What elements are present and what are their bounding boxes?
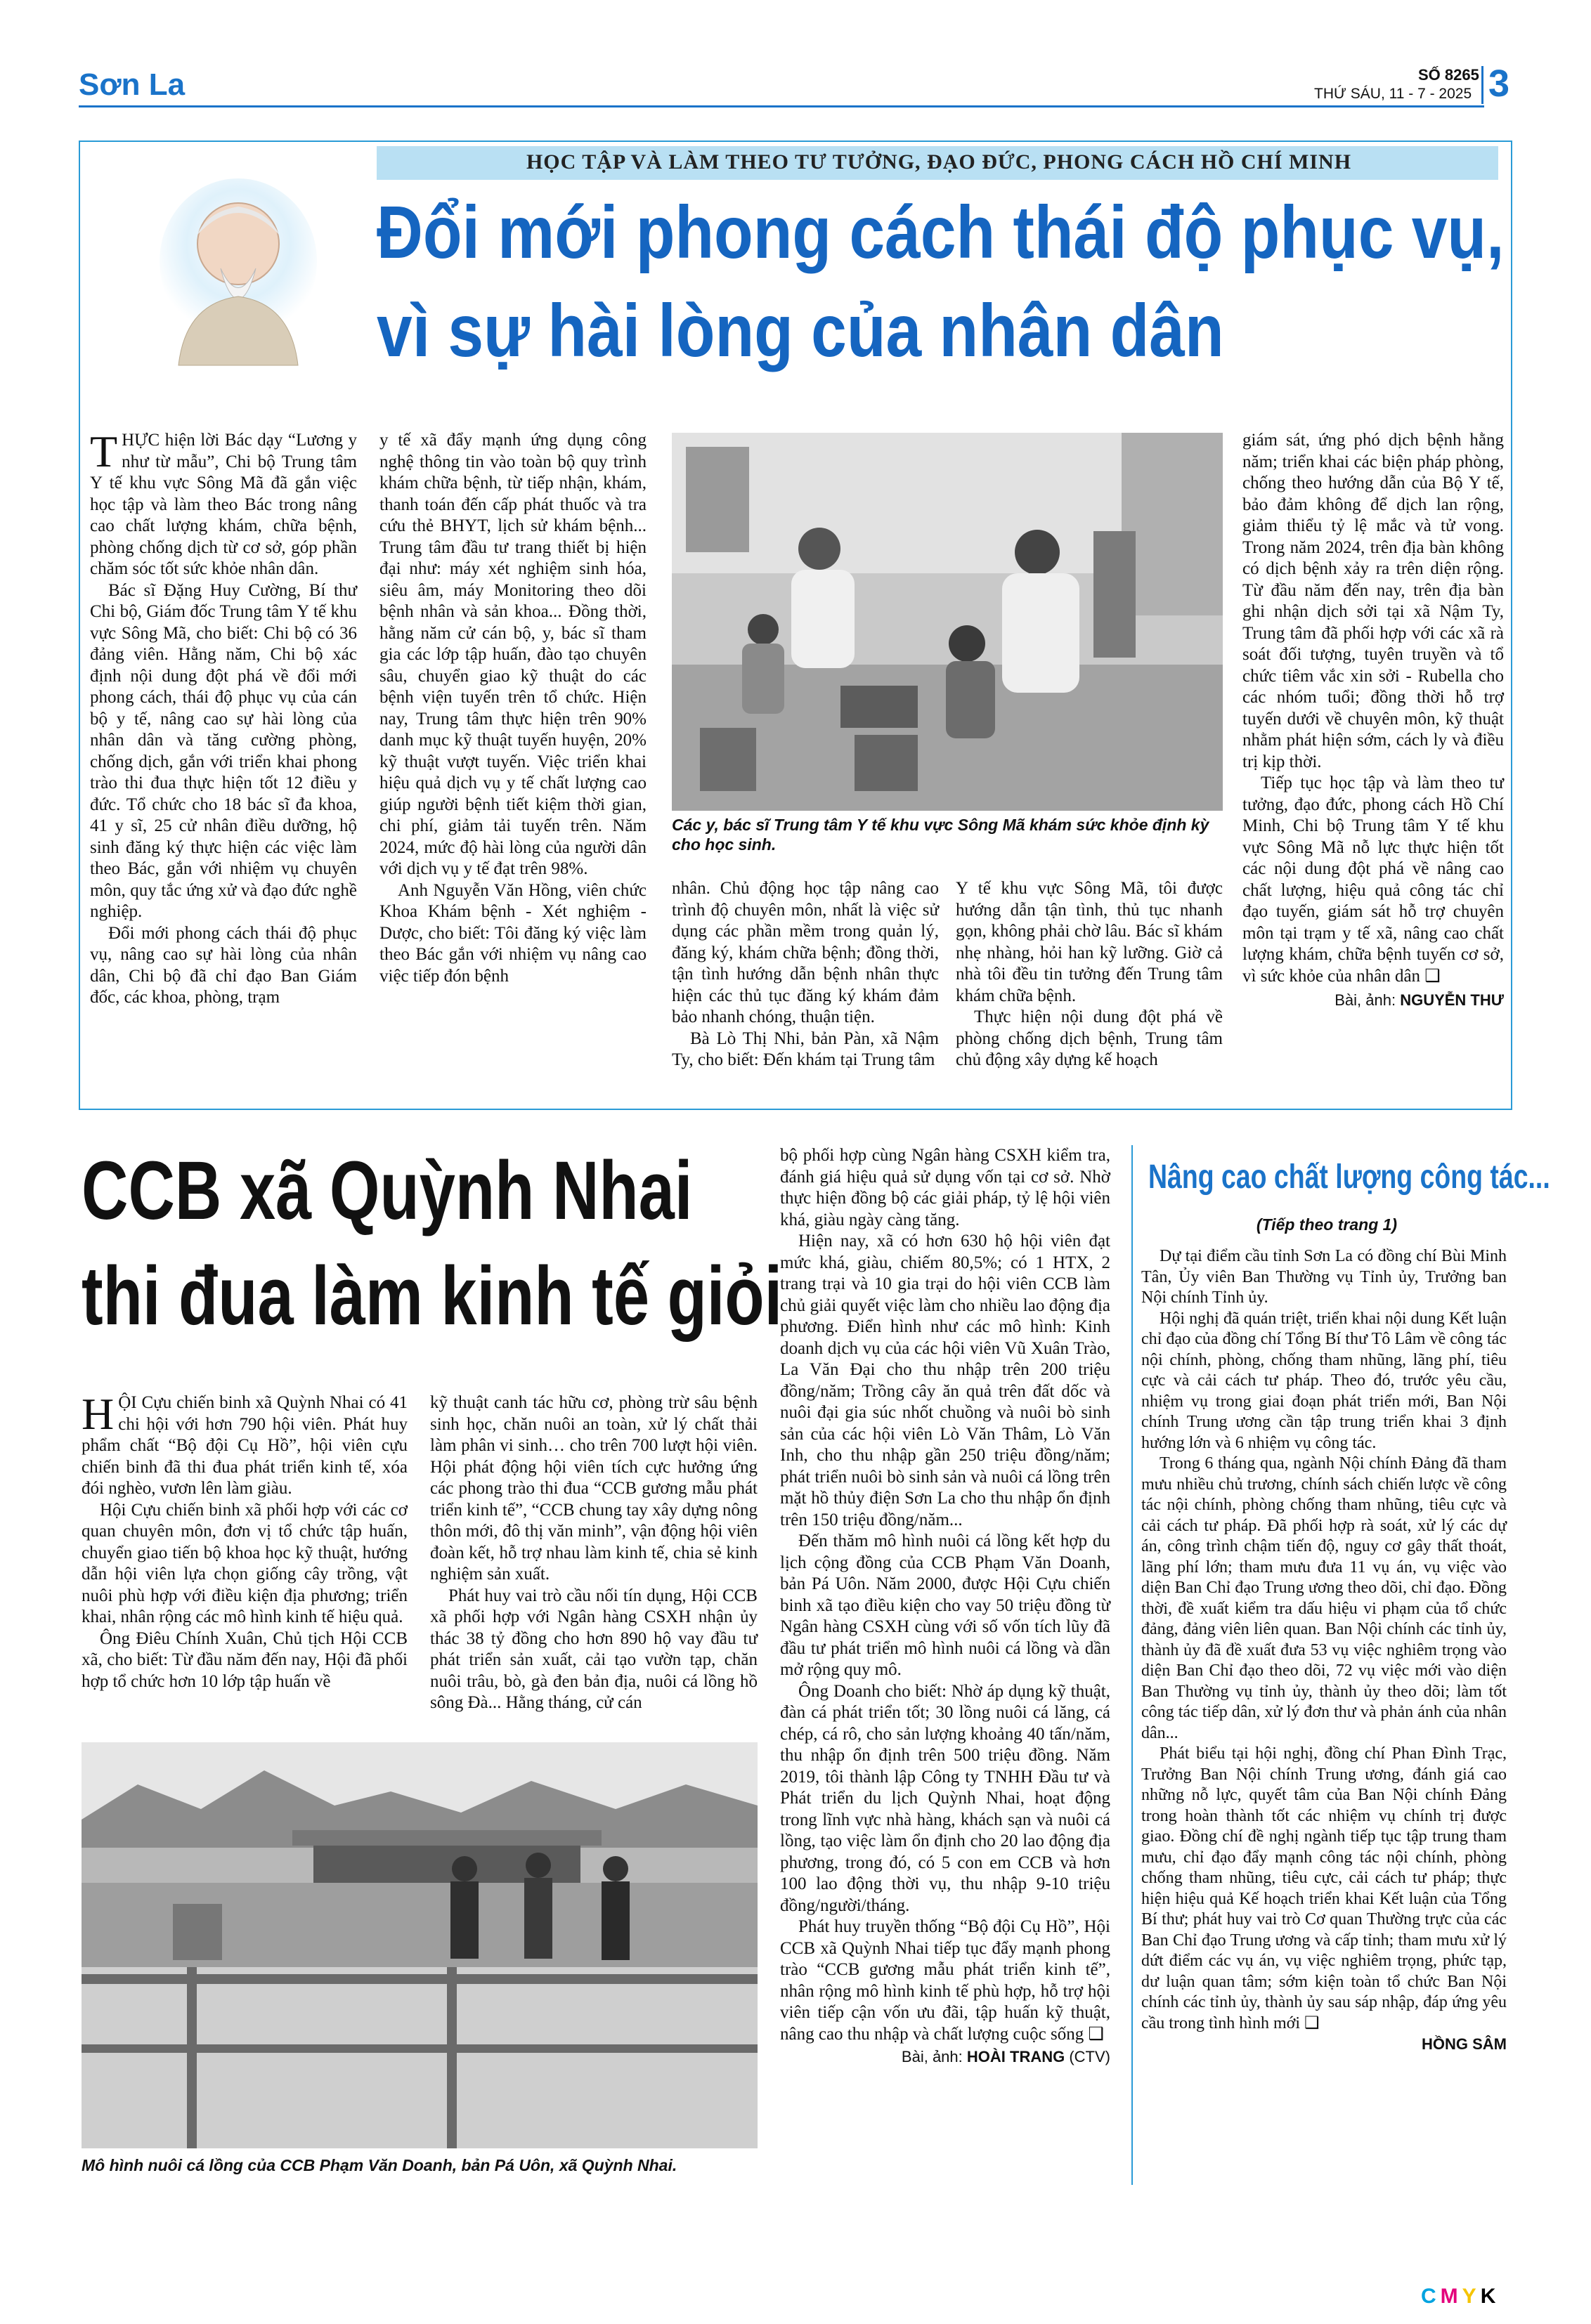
paragraph: Y tế khu vực Sông Mã, tôi được hướng dẫn tận tình, thủ tục nhanh gọn, không phải chờ lâu. Bác sĩ khám nhẹ nhàng, hỏi han kỹ lưỡng. Giờ cả nhà tôi đều tin tưởng đến Trung tâm khám chữa bệnh.: [956, 879, 1223, 1005]
fish-cage-photo: [82, 1742, 758, 2148]
paragraph: Bác sĩ Đặng Huy Cường, Bí thư Chi bộ, Giám đốc Trung tâm Y tế khu vực Sông Mã, cho biết: Chi bộ có 36 đảng viên. Hằng năm, Chi bộ xác định nội dung đột phá về đổi mới phong cách, thái độ phục vụ của cán bộ y tế, nâng cao sự hài lòng của nhân dân và tăng cường phòng, chống dịch, gắn với triển khai phong trào thi đua thực hiện tốt 12 điều y đức. Tổ chức cho 18 bác sĩ đa khoa, 41 y sĩ, 25 cử nhân điều dưỡng, hộ sinh đăng ký thực hiện các việc làm theo Bác, gắn với nhiệm vụ chuyên môn, quy tắc ứng xử và đạo đức nghề nghiệp.: [90, 580, 357, 921]
header-divider: [1481, 66, 1483, 104]
article-1-column-5: [1242, 430, 1504, 1012]
dropcap: H: [82, 1389, 115, 1439]
cmyk-marks: [1421, 2285, 1500, 2309]
paragraph: Phát biểu tại hội nghị, đồng chí Phan Đình Trạc, Trưởng Ban Nội chính Trung ương, đánh giá cao những nỗ lực, quyết tâm của Ban Nội chính Đảng trong hoàn thành tốt các nhiệm vụ chính trị được giao. Đồng chí đề nghị ngành tiếp tục tập trung tham mưu, chỉ đạo đẩy mạnh công tác nội chính, phòng chống tham nhũng, tiêu cực, cải cách tư pháp; thực hiện hiệu quả Kế hoạch triển khai Kết luận của Tổng Bí thư; phát huy vai trò Cơ quan Thường trực của các Ban Chỉ đạo Trung ương và cấp tỉnh; tham mưu xử lý dứt điểm các vụ án, vụ việc nghiêm trọng, phức tạp, dư luận quan tâm; sớm kiện toàn tổ chức Ban Nội chính các tỉnh ủy, thành ủy sau sáp nhập, đáp ứng yêu cầu trong tình hình mới ❑: [1141, 1744, 1507, 2032]
paragraph: Ông Điêu Chính Xuân, Chủ tịch Hội CCB xã, cho biết: Từ đầu năm đến nay, Hội đã phối hợp tổ chức hơn 10 lớp tập huấn về: [82, 1628, 408, 1691]
article-2-title-line-2: thi đua làm kinh tế giỏi: [82, 1250, 783, 1343]
article-3-column: [1141, 1246, 1507, 2055]
series-banner-text: HỌC TẬP VÀ LÀM THEO TƯ TƯỞNG, ĐẠO ĐỨC, PHONG CÁCH HỒ CHÍ MINH: [526, 150, 1352, 174]
paragraph: Phát huy truyền thống “Bộ đội Cụ Hồ”, Hội CCB xã Quỳnh Nhai tiếp tục đẩy mạnh phong trào “CCB gương mẫu phát triển kinh tế”, nhân rộng mô hình kinh tế phù hợp, hỗ trợ hội viên tiếp cận vốn ưu đãi, tập huấn kỹ thuật, nâng cao thu nhập và chất lượng cuộc sống ❑: [780, 1917, 1110, 2044]
cmyk-y: Y: [1462, 2285, 1481, 2308]
dropcap: T: [90, 426, 118, 476]
paragraph: Tiếp tục học tập và làm theo tư tưởng, đạo đức, phong cách Hồ Chí Minh, Chi bộ Trung tâm Y tế khu vực Sông Mã nỗ lực thực hiện tốt các nội dung đột phá về nâng cao chất lượng, hiệu quả công tác chỉ đạo tuyến, giám sát hỗ trợ chuyên môn tại trạm y tế xã, nâng cao chất lượng khám, chữa bệnh tuyến cơ sở, vì sức khỏe của nhân dân ❑: [1242, 773, 1504, 986]
paragraph: Đến thăm mô hình nuôi cá lồng kết hợp du lịch cộng đồng của CCB Phạm Văn Doanh, bản Pá Uôn. Năm 2000, được Hội Cựu chiến binh xã tạo điều kiện cho vay 50 triệu đồng từ Ngân hàng CSXH cùng với số vốn tích lũy đã đầu tư phát triển mô hình nuôi cá lồng và dần mở rộng quy mô.: [780, 1532, 1110, 1679]
paragraph: Trong 6 tháng qua, ngành Nội chính Đảng đã tham mưu nhiều chủ trương, chính sách chiến lược về công tác nội chính, phòng chống tham nhũng, tiêu cực và cải cách tư pháp. Đã phối hợp rà soát, xử lý các dự án, công trình chậm tiến độ, nguy cơ gây thất thoát, lãng phí lớn; tham mưu đưa 11 vụ án, vụ việc vào diện Ban Chỉ đạo Trung ương theo dõi, chỉ đạo. Đồng thời, đề xuất kiểm tra dấu hiệu vi phạm của tổ chức đảng, đảng viên liên quan. Ban Nội chính các tỉnh ủy, thành ủy đã đề xuất đưa 53 vụ việc nghiêm trọng vào diện Ban Chỉ đạo theo dõi, 72 vụ việc mới vào diện Ban Thường vụ tỉnh ủy, thành ủy theo dõi; làm tốt công tác tiếp dân, xử lý đơn thư và phản ánh của nhân dân...: [1141, 1454, 1507, 1742]
article-2-column-1: [82, 1389, 408, 1692]
issue-number: SỐ 8265: [1418, 66, 1479, 84]
paragraph: Hội Cựu chiến binh xã phối hợp với các cơ quan chuyên môn, đơn vị tổ chức tập huấn, chuyển giao tiến bộ khoa học kỹ thuật, hướng dẫn hội viên lựa chọn giống cây trồng, vật nuôi phù hợp với điều kiện địa phương; triển khai, nhân rộng các mô hình kinh tế hiệu quả.: [82, 1500, 408, 1626]
byline-prefix: Bài, ảnh:: [1335, 991, 1396, 1009]
article-2-column-3: [780, 1145, 1110, 2068]
byline-prefix: Bài, ảnh:: [901, 2048, 963, 2065]
paragraph: Ông Doanh cho biết: Nhờ áp dụng kỹ thuật, đàn cá phát triển tốt; 30 lồng nuôi cá lăng, cá chép, cá rô, cho sản lượng khoảng 40 tấn/năm, thu nhập ổn định trên 500 triệu đồng. Năm 2019, tôi thành lập Công ty TNHH Đầu tư và Phát triển du lịch Quỳnh Nhai, hoạt động trong lĩnh vực nhà hàng, khách sạn và nuôi cá lồng, tạo việc làm ổn định cho 20 lao động địa phương, trong đó, có 5 con em CCB và hơn 100 lao động thời vụ, thu nhập 9-10 triệu đồng/người/tháng.: [780, 1681, 1110, 1915]
paragraph: Đổi mới phong cách thái độ phục vụ, nâng cao sự hài lòng của nhân dân, Chi bộ đã chỉ đạo Ban Giám đốc, các khoa, phòng, trạm: [90, 923, 357, 1007]
medical-checkup-photo: [672, 433, 1223, 811]
article-1-column-4: [956, 878, 1223, 1071]
cmyk-m: M: [1440, 2285, 1462, 2308]
paragraph: nhân. Chủ động học tập nâng cao trình độ chuyên môn, nhất là việc sử dụng các phần mềm trong quản lý, đăng ký, khám chữa bệnh; đồng thời, tận tình hướng dẫn bệnh nhân thực hiện các thủ tục đăng ký khám đảm bảo nhanh chóng, thuận tiện.: [672, 879, 939, 1026]
paragraph: giám sát, ứng phó dịch bệnh hằng năm; triển khai các biện pháp phòng, chống theo hướng dẫn của Bộ Y tế, bảo đảm không để dịch lan rộng, giảm thiểu tỷ lệ mắc và tử vong. Trong năm 2024, trên địa bàn không có dịch bệnh xảy ra trên diện rộng. Từ đầu năm đến nay, trên địa bàn ghi nhận dịch sởi tại xã Nậm Ty, Trung tâm đã phối hợp với các xã rà soát đối tượng, tuyên truyền và tổ chức tiêm vắc xin sởi - Rubella cho các nhóm tuổi; đồng thời hỗ trợ tuyến dưới về chuyên môn, kỹ thuật nhằm phát hiện sớm, cách ly và điều trị kịp thời.: [1242, 431, 1504, 771]
issue-date: THỨ SÁU, 11 - 7 - 2025: [1314, 86, 1472, 102]
article-3-byline: [1141, 2034, 1507, 2055]
byline-author: HOÀI TRANG: [966, 2048, 1065, 2065]
article-2-column-2: [430, 1392, 758, 1714]
article-3-title: Nâng cao chất lượng công tác...: [1148, 1158, 1550, 1196]
cmyk-k: K: [1480, 2285, 1500, 2308]
ho-chi-minh-portrait: [157, 177, 319, 367]
paragraph: Dự tại điểm cầu tỉnh Sơn La có đồng chí Bùi Minh Tân, Ủy viên Ban Thường vụ Tỉnh ủy, Trưởng ban Nội chính Tỉnh ủy.: [1141, 1247, 1507, 1307]
paragraph: Anh Nguyễn Văn Hồng, viên chức Khoa Khám bệnh - Xét nghiệm - Dược, cho biết: Tôi đăng ký việc làm theo Bác gắn với nhiệm vụ nâng cao việc tiếp đón bệnh: [379, 880, 647, 986]
paragraph: ỘI Cựu chiến binh xã Quỳnh Nhai có 41 chi hội với hơn 790 hội viên. Phát huy phẩm chất “Bộ đội Cụ Hồ”, hội viên cựu chiến binh đã thi đua phát triển kinh tế, xóa đói nghèo, vươn lên làm giàu.: [82, 1393, 408, 1498]
byline-author: NGUYỄN THƯ: [1400, 991, 1504, 1009]
section-name: Sơn La: [79, 67, 186, 102]
cmyk-c: C: [1421, 2285, 1441, 2308]
page-number: 3: [1488, 63, 1510, 105]
header-rule: [79, 105, 1484, 107]
article-1-column-1: [90, 426, 357, 1009]
paragraph: Phát huy vai trò cầu nối tín dụng, Hội CCB xã phối hợp với Ngân hàng CSXH nhận ủy thác 38 tỷ đồng cho hơn 890 hộ vay đầu tư phát triển sản xuất, cải tạo vườn tạp, chăn nuôi trâu, bò, gà đen bản địa, nuôi cá lồng hồ sông Đà... Hằng tháng, cử cán: [430, 1586, 758, 1712]
byline-suffix: (CTV): [1069, 2048, 1110, 2065]
article-2-title-line-1: CCB xã Quỳnh Nhai: [82, 1144, 693, 1237]
paragraph: Bà Lò Thị Nhi, bản Pàn, xã Nậm Ty, cho biết: Đến khám tại Trung tâm: [672, 1029, 939, 1069]
continued-note: (Tiếp theo trang 1): [1256, 1215, 1398, 1234]
article-1-title-line-1: Đổi mới phong cách thái độ phục vụ,: [377, 191, 1505, 274]
paragraph: HỰC hiện lời Bác dạy “Lương y như từ mẫu”, Chi bộ Trung tâm Y tế khu vực Sông Mã đã gắn việc học tập và làm theo Bác trong nâng cao chất lượng khám, chữa bệnh, phòng chống dịch từ cơ sở, góp phần chăm sóc tốt sức khỏe nhân dân.: [90, 431, 357, 578]
paragraph: Hội nghị đã quán triệt, triển khai nội dung Kết luận chỉ đạo của đồng chí Tổng Bí thư Tô Lâm về công tác nội chính, phòng, chống tham nhũng, lãng phí, tiêu cực và cải cách tư pháp. Theo đó, trước yêu cầu, nhiệm vụ trong giai đoạn phát triển mới, Ban Nội chính Trung ương cần tập trung triển khai 3 định hướng lớn và 6 nhiệm vụ công tác.: [1141, 1309, 1507, 1452]
paragraph: kỹ thuật canh tác hữu cơ, phòng trừ sâu bệnh sinh học, chăn nuôi an toàn, xử lý chất thải làm phân vi sinh… cho trên 700 lượt hội viên. Hội phát động hội viên tích cực hưởng ứng các phong trào thi đua “CCB gương mẫu phát triển kinh tế”, “CCB chung tay xây dựng nông thôn mới, đô thị văn minh”, vận động hội viên đoàn kết, hỗ trợ nhau làm kinh tế, chia sẻ kinh nghiệm sản xuất.: [430, 1393, 758, 1584]
medical-checkup-caption: Các y, bác sĩ Trung tâm Y tế khu vực Sông Mã khám sức khỏe định kỳ cho học sinh.: [672, 816, 1209, 854]
paragraph: Hiện nay, xã có hơn 630 hộ hội viên đạt mức khá, giàu, chiếm 80,5%; có 1 HTX, 2 trang trại và 10 gia trại do hội viên CCB làm chủ giải quyết việc làm cho nhiều lao động địa phương. Điển hình như các mô hình: Kinh doanh dịch vụ của các hội viên Vũ Xuân Trào, La Văn Đại cho thu nhập trên 200 triệu đồng/năm; Trồng cây ăn quả trên đất dốc và nuôi đại gia súc nhốt chuồng và nuôi bò sinh sản của các hội viên Lò Văn Thâm, Lò Văn Inh, cho thu nhập gần 250 triệu đồng/năm; phát triển nuôi bò sinh sản và nuôi cá lồng trên mặt hồ thủy điện Sơn La cho thu nhập ổn định trên 150 triệu đồng/năm...: [780, 1232, 1110, 1529]
article-1-column-2: [379, 430, 647, 987]
article-2-byline: [780, 2046, 1110, 2068]
paragraph: bộ phối hợp cùng Ngân hàng CSXH kiểm tra, đánh giá hiệu quả sử dụng vốn tại cơ sở. Nhờ thực hiện đồng bộ các giải pháp, tỷ lệ hội viên khá, giàu ngày càng tăng.: [780, 1146, 1110, 1229]
fish-cage-caption: Mô hình nuôi cá lồng của CCB Phạm Văn Doanh, bản Pá Uôn, xã Quỳnh Nhai.: [82, 2156, 677, 2174]
paragraph: Thực hiện nội dung đột phá về phòng chống dịch bệnh, Trung tâm chủ động xây dựng kế hoạch: [956, 1007, 1223, 1069]
article-1-byline: [1242, 990, 1504, 1012]
byline-author: HỒNG SÂM: [1422, 2035, 1507, 2053]
article-1-title-line-2: vì sự hài lòng của nhân dân: [377, 289, 1224, 372]
paragraph: y tế xã đẩy mạnh ứng dụng công nghệ thông tin vào toàn bộ quy trình khám chữa bệnh, từ tiếp nhận, khám, thanh toán đến cấp phát thuốc và tra cứu thẻ BHYT, lịch sử khám bệnh... Trung tâm đầu tư trang thiết bị hiện đại như: máy xét nghiệm sinh hóa, siêu âm, máy Monitoring theo dõi bệnh nhân và sản khoa... Đồng thời, hằng năm cử cán bộ, y, bác sĩ tham gia các lớp tập huấn, đào tạo chuyên sâu, chuyển giao kỹ thuật do các bệnh viện tuyến trên tổ chức. Hiện nay, Trung tâm thực hiện trên 90% danh mục kỹ thuật tuyến huyện, 20% kỹ thuật vượt tuyến. Việc triển khai hiệu quả dịch vụ y tế chất lượng cao giúp người bệnh tiết kiệm thời gian, chi phí, giảm tải tuyến trên. Năm 2024, mức độ hài lòng của người dân với dịch vụ y tế đạt trên 98%.: [379, 431, 647, 878]
article-1-column-3: [672, 878, 939, 1071]
